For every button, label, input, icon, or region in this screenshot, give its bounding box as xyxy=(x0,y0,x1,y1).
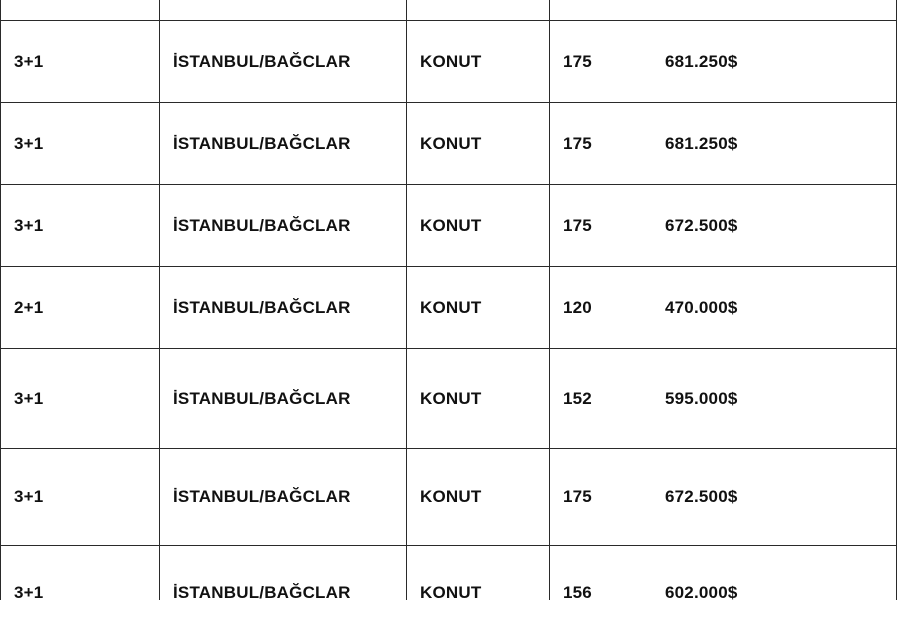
table-row xyxy=(0,349,897,448)
location-cell: İSTANBUL/BAĞCLAR xyxy=(173,133,351,153)
type-cell: KONUT xyxy=(420,297,482,317)
location-cell: İSTANBUL/BAĞCLAR xyxy=(173,583,351,602)
location-cell: İSTANBUL/BAĞCLAR xyxy=(173,388,351,408)
type-cell: KONUT xyxy=(420,215,482,235)
table-row xyxy=(0,267,897,348)
price-cell: 672.500$ xyxy=(665,215,738,235)
rooms-cell: 2+1 xyxy=(14,297,44,317)
location-cell: İSTANBUL/BAĞCLAR xyxy=(173,297,351,317)
table-row xyxy=(0,21,897,102)
rooms-cell: 3+1 xyxy=(14,487,44,506)
type-cell: KONUT xyxy=(420,51,482,71)
price-cell: 681.250$ xyxy=(665,133,738,153)
location-cell: İSTANBUL/BAĞCLAR xyxy=(173,215,351,235)
type-cell: KONUT xyxy=(420,487,482,506)
location-cell: İSTANBUL/BAĞCLAR xyxy=(173,487,351,506)
type-cell: KONUT xyxy=(420,133,482,153)
area-cell: 152 xyxy=(563,388,592,408)
rooms-cell: 3+1 xyxy=(14,583,44,602)
area-cell: 175 xyxy=(563,215,592,235)
area-cell: 175 xyxy=(563,133,592,153)
price-cell: 672.500$ xyxy=(665,487,738,506)
area-cell: 156 xyxy=(563,583,592,602)
location-cell: İSTANBUL/BAĞCLAR xyxy=(173,51,351,71)
area-cell: 120 xyxy=(563,297,592,317)
rooms-cell: 3+1 xyxy=(14,388,44,408)
type-cell: KONUT xyxy=(420,388,482,408)
type-cell: KONUT xyxy=(420,583,482,602)
price-cell: 602.000$ xyxy=(665,583,738,602)
table-row xyxy=(0,185,897,266)
table-row xyxy=(0,449,897,545)
table-row xyxy=(0,103,897,184)
area-cell: 175 xyxy=(563,487,592,506)
price-cell: 681.250$ xyxy=(665,51,738,71)
table-row xyxy=(0,546,897,640)
rooms-cell: 3+1 xyxy=(14,51,44,71)
area-cell: 175 xyxy=(563,51,592,71)
price-cell: 470.000$ xyxy=(665,297,738,317)
rooms-cell: 3+1 xyxy=(14,133,44,153)
price-cell: 595.000$ xyxy=(665,388,738,408)
rooms-cell: 3+1 xyxy=(14,215,44,235)
